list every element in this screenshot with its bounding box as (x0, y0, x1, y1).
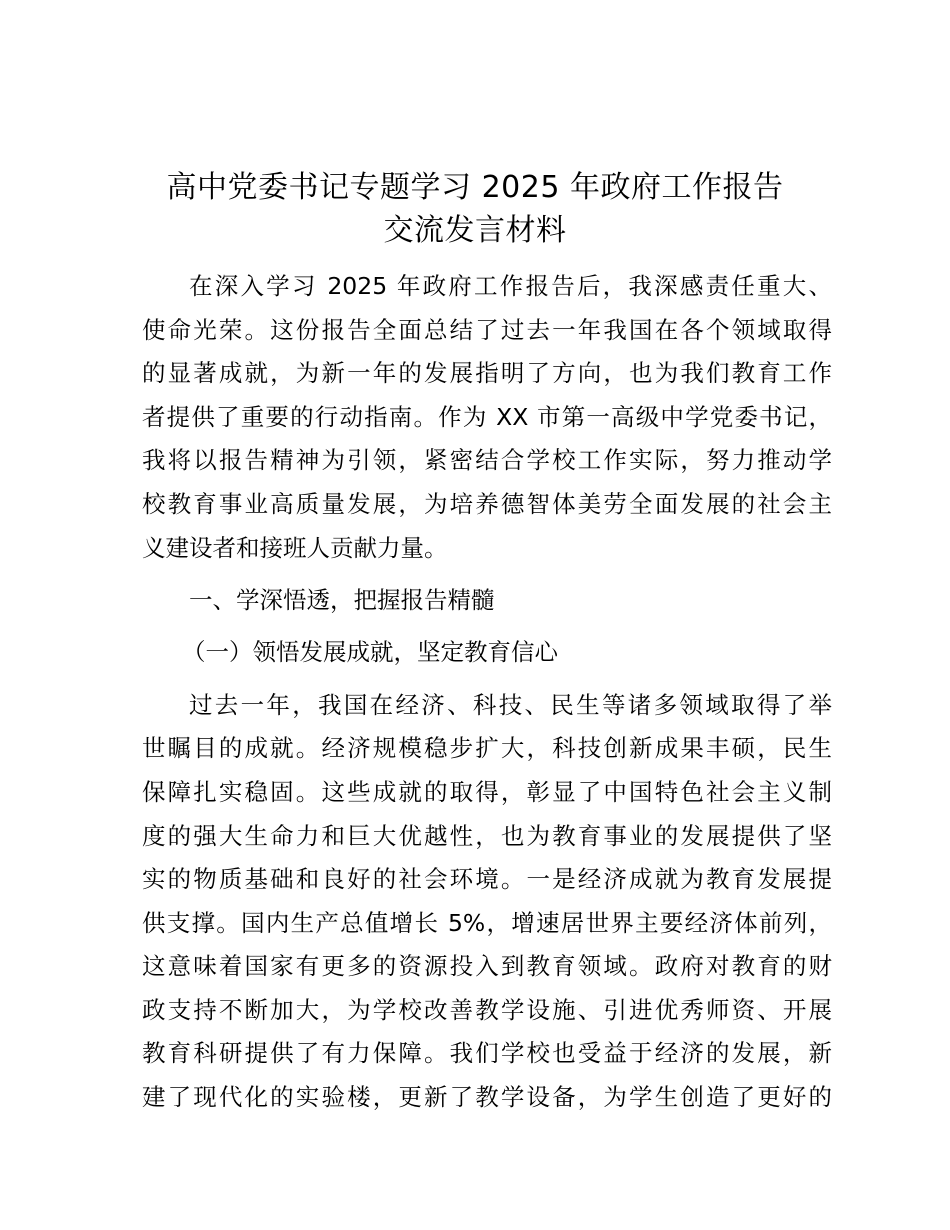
paragraph-line: 政支持不断加大，为学校改善教学设施、引进优秀师资、开展 (142, 995, 832, 1024)
paragraph-line: 使命光荣。这份报告全面总结了过去一年我国在各个领域取得 (142, 315, 832, 344)
section-heading: 一、学深悟透，把握报告精髓 (189, 585, 495, 614)
paragraph-line: 教育科研提供了有力保障。我们学校也受益于经济的发展，新 (142, 1039, 832, 1068)
paragraph-line: 保障扎实稳固。这些成就的取得，彰显了中国特色社会主义制 (142, 777, 832, 806)
paragraph-line: 义建设者和接班人贡献力量。 (142, 533, 448, 562)
paragraph-line: 世瞩目的成就。经济规模稳步扩大，科技创新成果丰硕，民生 (142, 734, 832, 763)
paragraph-line: 我将以报告精神为引领，紧密结合学校工作实际，努力推动学 (142, 446, 832, 475)
subsection-heading: （一）领悟发展成就，坚定教育信心 (182, 638, 558, 667)
paragraph-line: 过去一年，我国在经济、科技、民生等诸多领域取得了举 (189, 690, 832, 719)
document-body (142, 265, 832, 1120)
document-title-line-1: 高中党委书记专题学习 2025 年政府工作报告 (166, 170, 784, 205)
paragraph-line: 供支撑。国内生产总值增长 5%，增速居世界主要经济体前列， (142, 908, 832, 937)
paragraph-line: 的显著成就，为新一年的发展指明了方向，也为我们教育工作 (142, 359, 832, 388)
paragraph-intro (142, 265, 832, 570)
paragraph-line: 实的物质基础和良好的社会环境。一是经济成就为教育发展提 (142, 865, 832, 894)
paragraph-line: 建了现代化的实验楼，更新了教学设备，为学生创造了更好的 (142, 1083, 832, 1112)
paragraph-line: 度的强大生命力和巨大优越性，也为教育事业的发展提供了坚 (142, 821, 832, 850)
paragraph-line: 这意味着国家有更多的资源投入到教育领域。政府对教育的财 (142, 952, 832, 981)
paragraph-line: 校教育事业高质量发展，为培养德智体美劳全面发展的社会主 (142, 489, 832, 518)
paragraph-achievements (142, 684, 832, 1120)
paragraph-line: 在深入学习 2025 年政府工作报告后，我深感责任重大、 (189, 272, 832, 300)
paragraph-line: 者提供了重要的行动指南。作为 XX 市第一高级中学党委书记， (142, 402, 832, 431)
document-title-line-2: 交流发言材料 (383, 213, 567, 248)
